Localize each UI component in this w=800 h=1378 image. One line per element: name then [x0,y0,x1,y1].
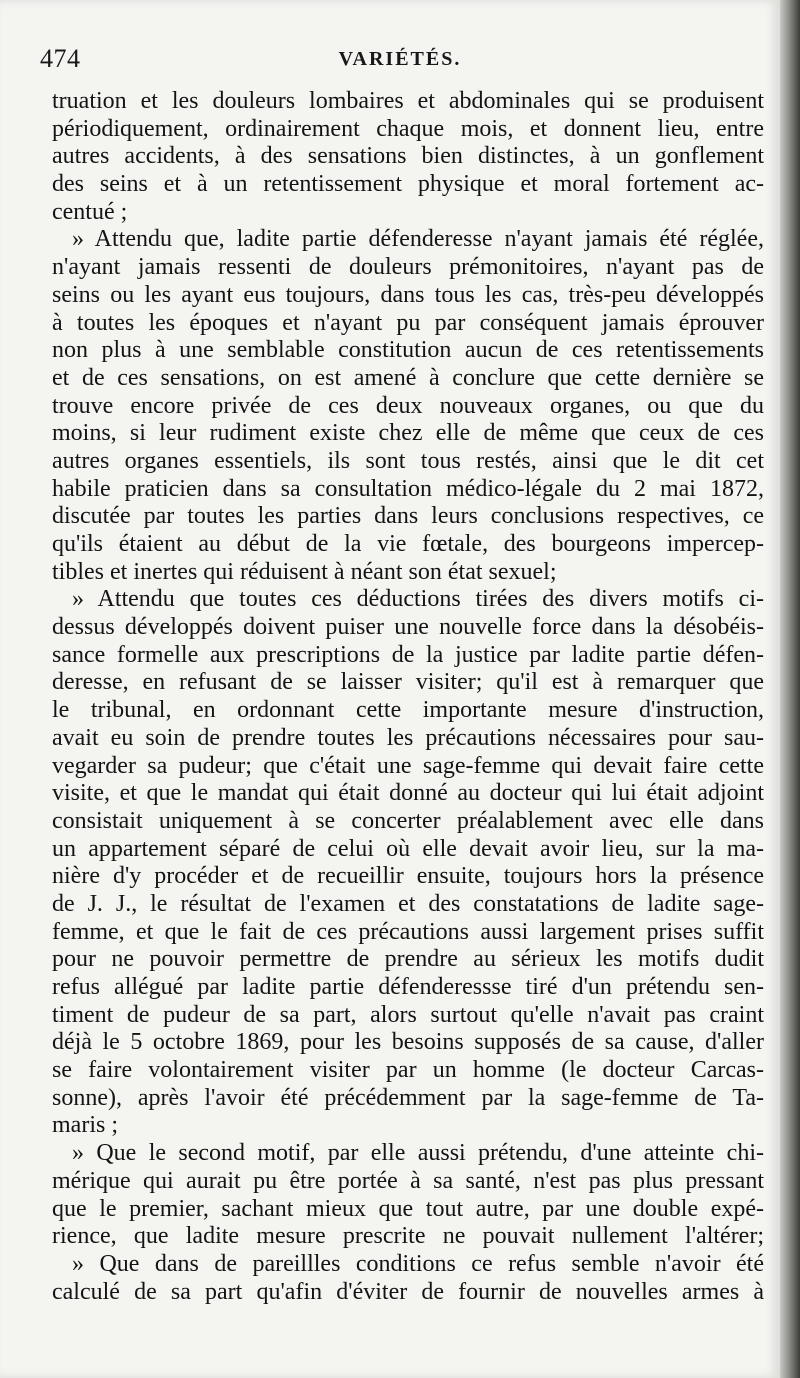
text-line: seins ou les ayant eus toujours, dans tous les cas, très-peu développés [52,281,764,308]
text-line: truation et les douleurs lombaires et abdominales qui se produisent [52,88,764,114]
text-line: un appartement séparé de celui où elle devait avoir lieu, sur la ma- [52,835,764,862]
text-line: autres accidents, à des sensations bien distinctes, à un gonflement [52,143,764,170]
text-line: » Que dans de pareillles conditions ce refus semble n'avoir été [72,1250,764,1277]
text-line: non plus à une semblable constitution aucun de ces retentissements [52,337,764,364]
text-line: calculé de sa part qu'afin d'éviter de fournir de nouvelles armes à [52,1278,764,1305]
text-line: nière d'y procéder et de recueillir ensuite, toujours hors la présence [52,863,764,890]
text-line: » Attendu que, ladite partie défenderesse n'ayant jamais été réglée, [72,226,764,253]
text-line: rience, que ladite mesure prescrite ne pouvait nullement l'altérer; [52,1223,764,1250]
text-line: périodiquement, ordinairement chaque mois, et donnent lieu, entre [52,115,764,142]
text-line: refus allégué par ladite partie défenderessse tiré d'un prétendu sen- [52,974,764,1000]
text-line: à toutes les époques et n'ayant pu par conséquent jamais éprouver [52,309,764,336]
text-line: vegarder sa pudeur; que c'était une sage-femme qui devait faire cette [52,752,764,779]
text-line: habile praticien dans sa consultation médico-légale du 2 mai 1872, [52,475,764,502]
text-line: » Attendu que toutes ces déductions tirées des divers motifs ci- [72,586,764,613]
text-line: sance formelle aux prescriptions de la justice par ladite partie défen- [52,641,764,668]
text-line: deresse, en refusant de se laisser visiter; qu'il est à remarquer que [52,669,764,696]
running-title: VARIÉTÉS. [338,48,462,70]
text-line: que le premier, sachant mieux que tout autre, par une double expé- [52,1195,764,1222]
text-line: le tribunal, en ordonnant cette importante mesure d'instruction, [52,697,764,724]
text-line: » Que le second motif, par elle aussi prétendu, d'une atteinte chi- [72,1140,764,1167]
text-line: de J. J., le résultat de l'examen et des constatations de ladite sage- [52,890,764,917]
text-line: pour ne pouvoir permettre de prendre au sérieux les motifs dudit [52,946,764,973]
text-line: dessus développés doivent puiser une nouvelle force dans la désobéis- [52,614,764,641]
text-line: des seins et à un retentissement physique et moral fortement ac- [52,171,764,198]
page-number: 474 [40,44,81,73]
text-line: se faire volontairement visiter par un homme (le docteur Carcas- [52,1057,764,1084]
text-line: visite, et que le mandat qui était donné au docteur qui lui était adjoint [52,780,764,807]
text-line: moins, si leur rudiment existe chez elle de même que ceux de ces [52,420,764,447]
text-line: sonne), après l'avoir été précédemment par la sage-femme de Ta- [52,1084,764,1111]
text-line: autres organes essentiels, ils sont tous restés, ainsi que le dit cet [52,447,764,474]
text-line: déjà le 5 octobre 1869, pour les besoins supposés de sa cause, d'aller [52,1029,764,1056]
text-line: mérique qui aurait pu être portée à sa santé, n'est pas plus pressant [52,1167,764,1194]
text-line: maris ; [52,1112,118,1139]
text-line: et de ces sensations, on est amené à conclure que cette dernière se [52,364,764,391]
text-line: trouve encore privée de ces deux nouveaux organes, ou que du [52,392,764,419]
text-line: timent de pudeur de sa part, alors surtout qu'elle n'avait pas craint [52,1001,764,1028]
text-line: centué ; [52,198,128,225]
text-line: avait eu soin de prendre toutes les précautions nécessaires pour sau- [52,724,764,751]
page-binding-edge [780,0,800,1378]
text-line: tibles et inertes qui réduisent à néant son état sexuel; [52,558,557,585]
text-line: discutée par toutes les parties dans leurs conclusions respectives, ce [52,503,764,530]
text-line: femme, et que le fait de ces précautions aussi largement prises suffit [52,918,764,945]
text-line: consistait uniquement à se concerter préalablement avec elle dans [52,807,764,834]
body-text [52,88,764,1306]
text-line: n'ayant jamais ressenti de douleurs prémonitoires, n'ayant pas de [52,254,764,281]
text-line: qu'ils étaient au début de la vie fœtale, des bourgeons impercep- [52,531,764,557]
page-header [40,44,760,78]
